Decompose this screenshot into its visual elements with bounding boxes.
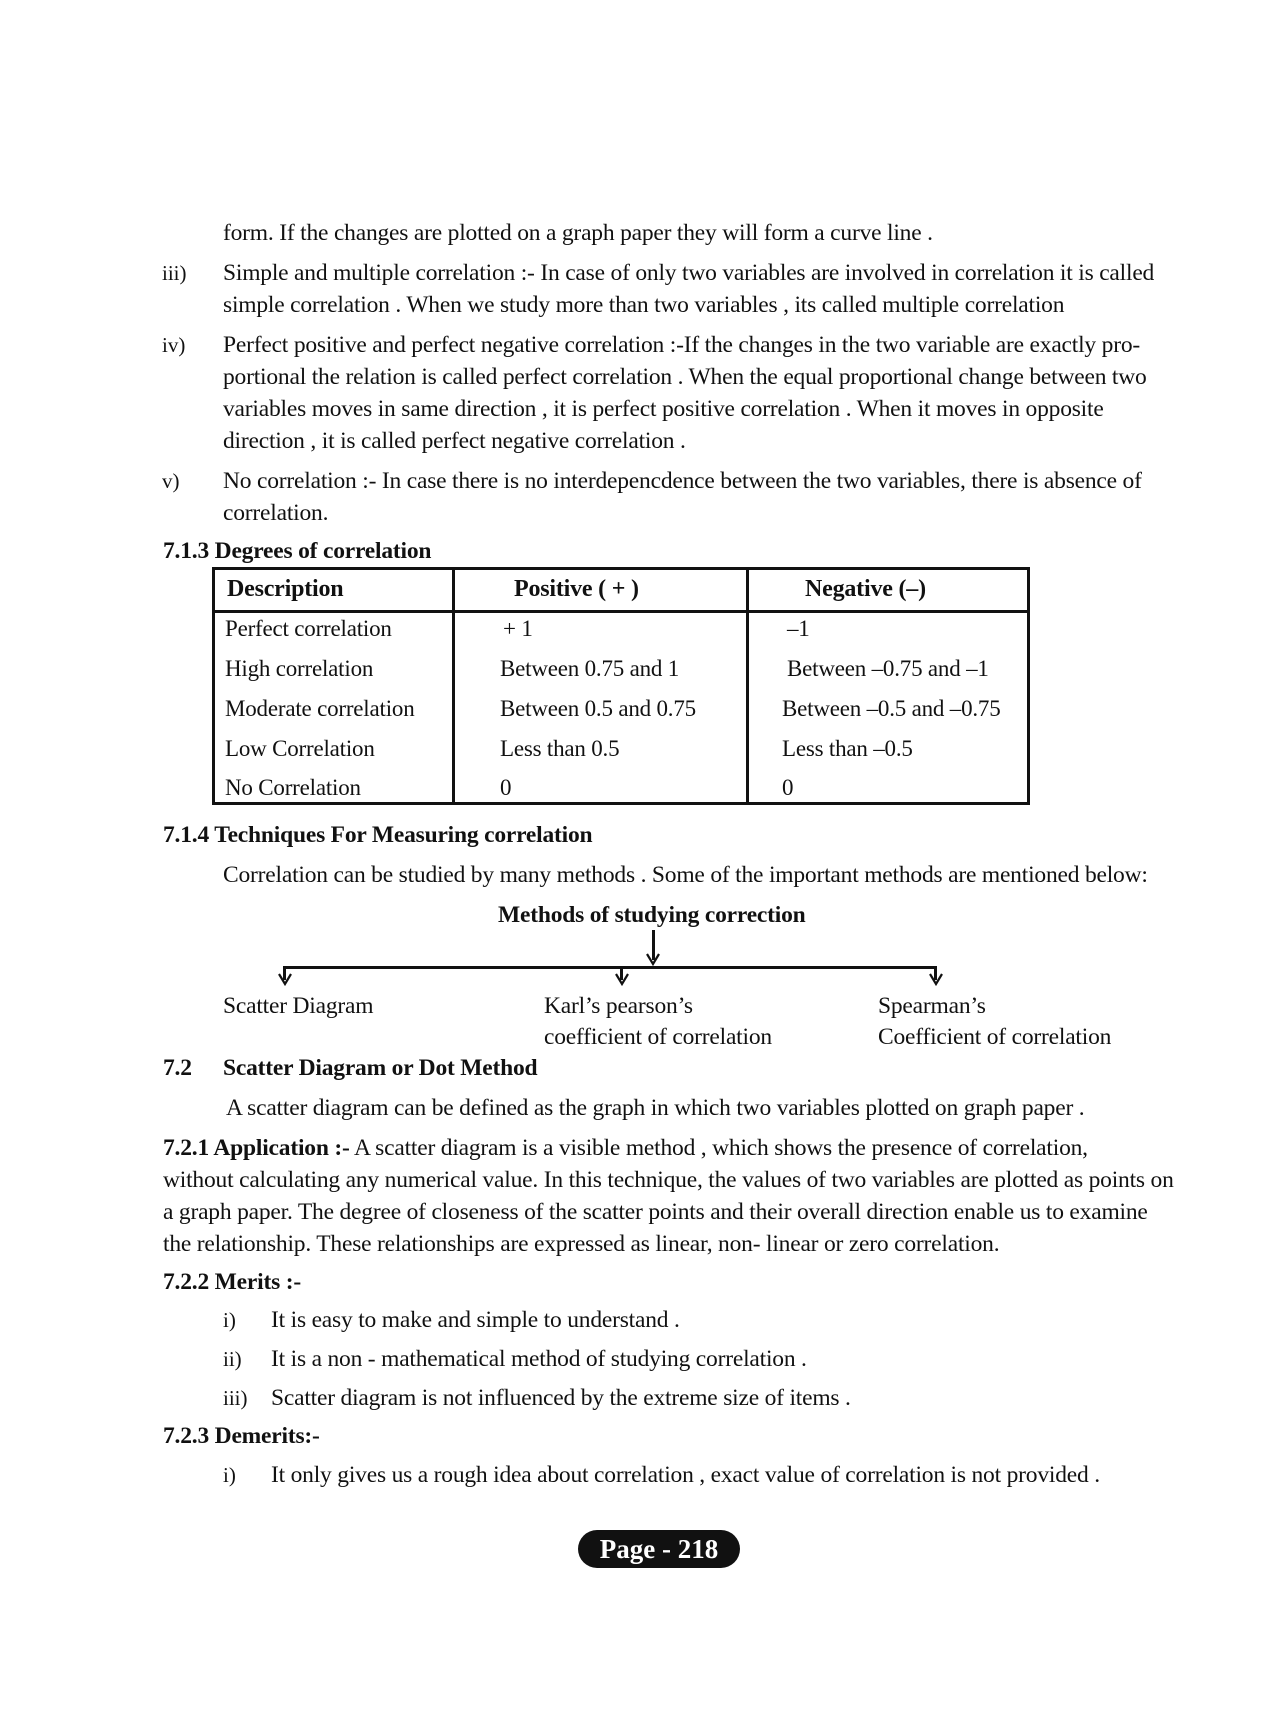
table-cell: Between –0.5 and –0.75 [782, 696, 1001, 721]
diagram-branch-line [283, 966, 937, 969]
table-header: Negative (–) [805, 576, 926, 602]
list-marker: ii) [223, 1347, 242, 1371]
table-cell: Moderate correlation [225, 696, 415, 721]
method-label: Scatter Diagram [223, 993, 374, 1019]
table-cell: Between –0.75 and –1 [787, 656, 989, 681]
list-marker: i) [223, 1463, 236, 1487]
arrow-down-icon [646, 950, 660, 966]
list-item-text: correlation. [223, 500, 329, 526]
list-marker: iii) [162, 261, 187, 285]
table-cell: No Correlation [225, 775, 361, 800]
section-heading-techniques: 7.1.4 Techniques For Measuring correlation [163, 822, 593, 848]
list-item-text: No correlation :- In case there is no interdepencdence between the two variables, there is absence of [223, 468, 1142, 494]
merit-item: Scatter diagram is not influenced by the extreme size of items . [271, 1385, 851, 1411]
merit-item: It is a non - mathematical method of studying correlation . [271, 1346, 807, 1372]
list-marker: i) [223, 1308, 236, 1332]
demerit-item: It only gives us a rough idea about correlation , exact value of correlation is not provided . [271, 1462, 1100, 1488]
table-header: Description [227, 576, 344, 602]
list-marker: iv) [162, 333, 186, 357]
section-heading-merits: 7.2.2 Merits :- [163, 1269, 301, 1295]
table-header: Positive ( + ) [514, 576, 639, 602]
diagram-title: Methods of studying correction [498, 902, 806, 928]
section-heading-scatter: Scatter Diagram or Dot Method [223, 1055, 538, 1081]
list-item-text: portional the relation is called perfect correlation . When the equal proportional change between two [223, 364, 1147, 390]
table-cell: High correlation [225, 656, 374, 681]
section-heading-degrees: 7.1.3 Degrees of correlation [163, 538, 432, 564]
table-divider [452, 567, 455, 805]
application-label: 7.2.1 Application :- [163, 1135, 350, 1161]
list-marker: iii) [223, 1386, 248, 1410]
section-heading-demerits: 7.2.3 Demerits:- [163, 1423, 320, 1449]
list-marker: v) [162, 469, 180, 493]
table-cell: Less than –0.5 [782, 736, 913, 761]
application-text: a graph paper. The degree of closeness of the scatter points and their overall direction enable us to examine [163, 1199, 1148, 1225]
list-item-text: Perfect positive and perfect negative correlation :-If the changes in the two variable are exactly pro- [223, 332, 1141, 358]
table-cell: Low Correlation [225, 736, 375, 761]
application-paragraph [163, 1133, 1088, 1163]
arrow-down-icon [615, 970, 629, 986]
method-label: Karl’s pearson’s [544, 993, 693, 1019]
arrow-down-icon [929, 970, 943, 986]
continuation-text: form. If the changes are plotted on a graph paper they will form a curve line . [223, 220, 933, 246]
list-item-text: direction , it is called perfect negative correlation . [223, 428, 686, 454]
list-item-text: variables moves in same direction , it is perfect positive correlation . When it moves in opposite [223, 396, 1104, 422]
method-label: coefficient of correlation [544, 1024, 772, 1050]
scatter-definition: A scatter diagram can be defined as the graph in which two variables plotted on graph paper . [226, 1095, 1085, 1121]
method-label: Spearman’s [878, 993, 986, 1019]
table-cell: Between 0.75 and 1 [500, 656, 680, 681]
application-text: the relationship. These relationships are expressed as linear, non- linear or zero correlation. [163, 1231, 1000, 1257]
table-cell: 0 [500, 775, 512, 800]
table-divider [746, 567, 749, 805]
arrow-down-icon [278, 970, 292, 986]
table-cell: 0 [782, 775, 794, 800]
table-cell: Less than 0.5 [500, 736, 620, 761]
table-cell: Perfect correlation [225, 616, 392, 641]
page-number-badge: Page - 218 [578, 1530, 740, 1568]
method-label: Coefficient of correlation [878, 1024, 1112, 1050]
table-cell: + 1 [503, 616, 533, 641]
table-header-rule [215, 610, 1030, 613]
application-text: without calculating any numerical value. In this technique, the values of two variables are plotted as points on [163, 1167, 1174, 1193]
table-cell: –1 [787, 616, 810, 641]
degrees-table [212, 567, 1030, 805]
list-item-text: simple correlation . When we study more than two variables , its called multiple correlation [223, 292, 1065, 318]
section-number-scatter: 7.2 [163, 1055, 192, 1081]
table-cell: Between 0.5 and 0.75 [500, 696, 696, 721]
application-text: A scatter diagram is a visible method , which shows the presence of correlation, [349, 1135, 1088, 1161]
list-item-text: Simple and multiple correlation :- In case of only two variables are involved in correlation it is called [223, 260, 1155, 286]
merit-item: It is easy to make and simple to understand . [271, 1307, 680, 1333]
techniques-text: Correlation can be studied by many methods . Some of the important methods are mentioned below: [223, 862, 1148, 888]
